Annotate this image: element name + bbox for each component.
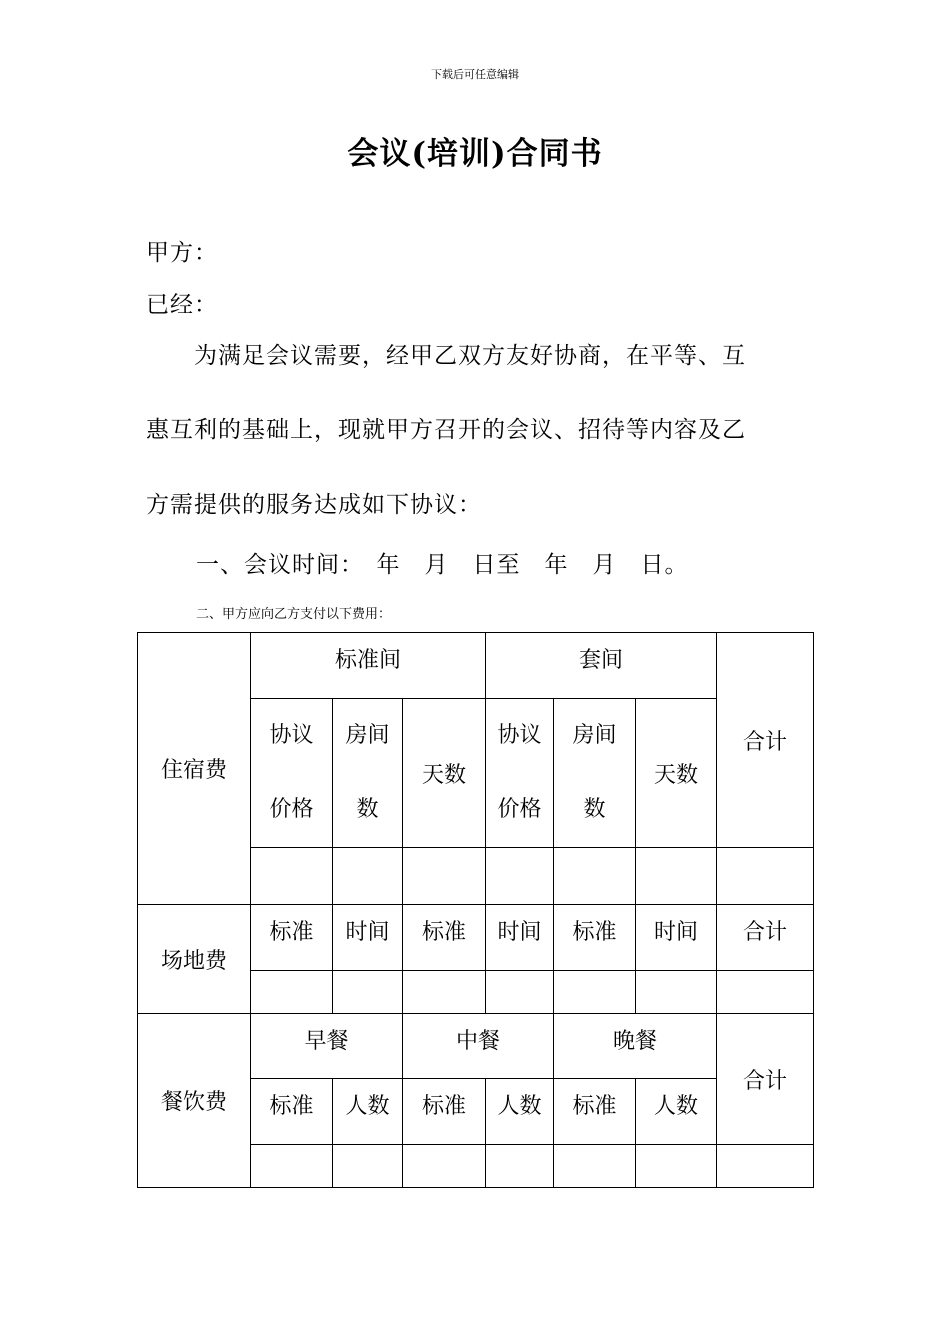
table-cell — [636, 848, 717, 905]
days-header: 天数 — [403, 699, 486, 848]
party-a-label: 甲方： — [146, 240, 218, 266]
paragraph-line-2: 惠互利的基础上，现就甲方召开的会议、招待等内容及乙 — [146, 417, 746, 443]
venue-header: 时间 — [636, 905, 717, 971]
section-meeting-time: 一、会议时间： 年 月 日至 年 月 日。 — [196, 552, 689, 578]
document-title: 会议(培训)合同书 — [347, 136, 603, 172]
table-cell — [333, 1145, 403, 1188]
table-cell — [717, 848, 814, 905]
table-cell — [486, 971, 554, 1014]
table-cell — [486, 848, 554, 905]
table-cell — [636, 971, 717, 1014]
catering-header: 标准 — [251, 1079, 333, 1145]
table-cell — [403, 1145, 486, 1188]
paragraph-line-1: 为满足会议需要，经甲乙双方友好协商，在平等、互 — [194, 343, 746, 369]
catering-header: 标准 — [554, 1079, 636, 1145]
venue-header: 标准 — [251, 905, 333, 971]
table-cell — [251, 848, 333, 905]
standard-room-header: 标准间 — [251, 633, 486, 699]
agreed-price-header: 协议 价格 — [486, 699, 554, 848]
table-cell — [403, 971, 486, 1014]
venue-header: 时间 — [333, 905, 403, 971]
section-fees-heading: 二、甲方应向乙方支付以下费用： — [196, 607, 392, 622]
table-cell — [251, 1145, 333, 1188]
table-cell — [251, 971, 333, 1014]
venue-total-header: 合计 — [717, 905, 814, 971]
table-cell — [333, 971, 403, 1014]
table-cell — [717, 1145, 814, 1188]
dinner-header: 晚餐 — [554, 1014, 717, 1079]
venue-header: 标准 — [403, 905, 486, 971]
lodging-total-header: 合计 — [717, 633, 814, 848]
catering-header: 人数 — [486, 1079, 554, 1145]
table-cell — [333, 848, 403, 905]
lunch-header: 中餐 — [403, 1014, 554, 1079]
catering-header: 标准 — [403, 1079, 486, 1145]
lodging-label: 住宿费 — [138, 633, 251, 905]
party-b-label: 已经： — [146, 292, 218, 318]
table-cell — [486, 1145, 554, 1188]
breakfast-header: 早餐 — [251, 1014, 403, 1079]
table-cell — [554, 971, 636, 1014]
table-cell — [717, 971, 814, 1014]
header-note: 下载后可任意编辑 — [431, 68, 519, 81]
paragraph-line-3: 方需提供的服务达成如下协议： — [146, 492, 482, 518]
room-count-header: 房间 数 — [333, 699, 403, 848]
fee-table-container — [137, 632, 814, 1188]
venue-label: 场地费 — [138, 905, 251, 1014]
table-cell — [403, 848, 486, 905]
fee-table — [137, 632, 814, 1188]
catering-header: 人数 — [333, 1079, 403, 1145]
table-cell — [554, 1145, 636, 1188]
room-count-header: 房间 数 — [554, 699, 636, 848]
days-header: 天数 — [636, 699, 717, 848]
venue-header: 标准 — [554, 905, 636, 971]
catering-label: 餐饮费 — [138, 1014, 251, 1188]
agreed-price-header: 协议 价格 — [251, 699, 333, 848]
table-cell — [636, 1145, 717, 1188]
catering-total-header: 合计 — [717, 1014, 814, 1145]
catering-header: 人数 — [636, 1079, 717, 1145]
venue-header: 时间 — [486, 905, 554, 971]
table-cell — [554, 848, 636, 905]
suite-header: 套间 — [486, 633, 717, 699]
